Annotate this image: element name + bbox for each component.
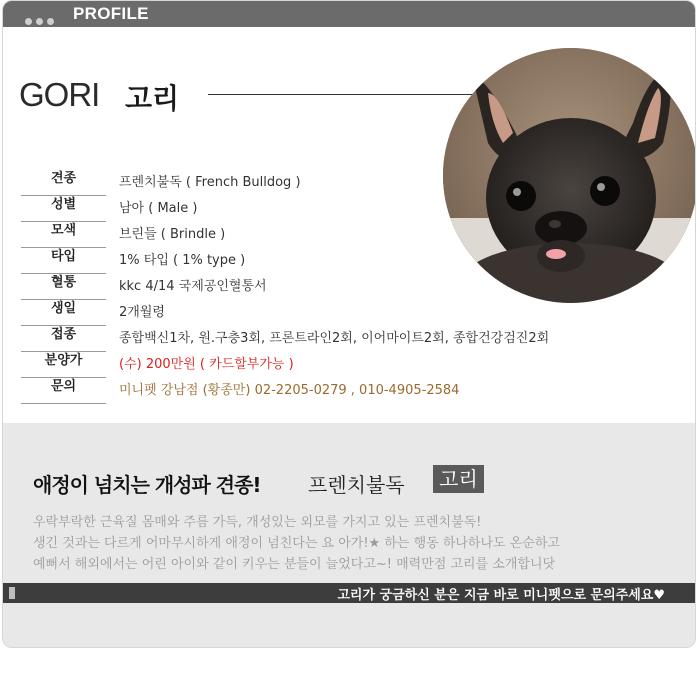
section-label: PROFILE: [73, 4, 149, 23]
info-row-pedigree: [21, 273, 581, 299]
promo-headline: 애정이 넘치는 개성파 견종!: [33, 473, 261, 497]
contact-value[interactable]: 미니펫 강남점 (황종만) 02-2205-0279 , 010-4905-2584: [119, 383, 460, 398]
info-row-type: [21, 247, 581, 273]
promo-breed: 프렌치불독: [308, 473, 405, 497]
info-value: 1% 타입 ( 1% type ): [119, 253, 246, 268]
info-row-gender: [21, 195, 581, 221]
info-row-contact: [21, 377, 581, 403]
info-value: 종합백신1차, 원.구충3회, 프론트라인2회, 이어마이트2회, 종합건강검진2회: [119, 331, 550, 346]
info-label: 견종: [21, 169, 106, 196]
dog-name-english: GORI: [19, 76, 100, 113]
info-row-breed: [21, 169, 581, 195]
contact-cta-bar[interactable]: [3, 583, 695, 603]
info-row-price: [21, 351, 581, 377]
promo-line: 우락부락한 근육질 몸매와 주름 가득, 개성있는 외모를 가지고 있는 프렌치불독!: [33, 515, 482, 530]
info-value: 브린들 ( Brindle ): [119, 227, 226, 242]
info-label: 타입: [21, 247, 106, 274]
info-value: 2개월령: [119, 305, 165, 320]
info-label: 분양가: [21, 351, 106, 378]
dog-name-korean: 고리: [125, 82, 180, 115]
info-value: kkc 4/14 국제공인혈통서: [119, 279, 267, 294]
info-label: 혈통: [21, 273, 106, 300]
cta-text: 고리가 궁금하신 분은 지금 바로 미니펫으로 문의주세요♥: [337, 588, 665, 603]
name-badge: 고리: [433, 465, 484, 493]
cta-marker: [9, 587, 15, 599]
promo-line: 생긴 것과는 다르게 어마무시하게 애정이 넘친다는 요 아가!★ 하는 행동 하나하나도 온순하고: [33, 536, 560, 551]
info-value: 남아 ( Male ): [119, 201, 198, 216]
info-label: 성별: [21, 195, 106, 222]
promo-line: 예뻐서 해외에서는 어린 아이와 같이 키우는 분들이 늘었다고~! 매력만점 고리를 소개합니닷: [33, 557, 556, 572]
info-label: 문의: [21, 377, 106, 404]
info-value: (수) 200만원 ( 카드할부가능 ): [119, 357, 294, 372]
info-label: 생일: [21, 299, 106, 326]
info-row-birth: [21, 299, 581, 325]
info-row-vaccination: [21, 325, 581, 351]
divider-line: [208, 94, 488, 95]
profile-card: [2, 0, 696, 648]
info-label: 모색: [21, 221, 106, 248]
info-label: 접종: [21, 325, 106, 352]
info-value: 프렌치불독 ( French Bulldog ): [119, 175, 301, 190]
dots-icon: [25, 10, 58, 29]
info-row-coat: [21, 221, 581, 247]
section-header-bar: [3, 1, 695, 27]
